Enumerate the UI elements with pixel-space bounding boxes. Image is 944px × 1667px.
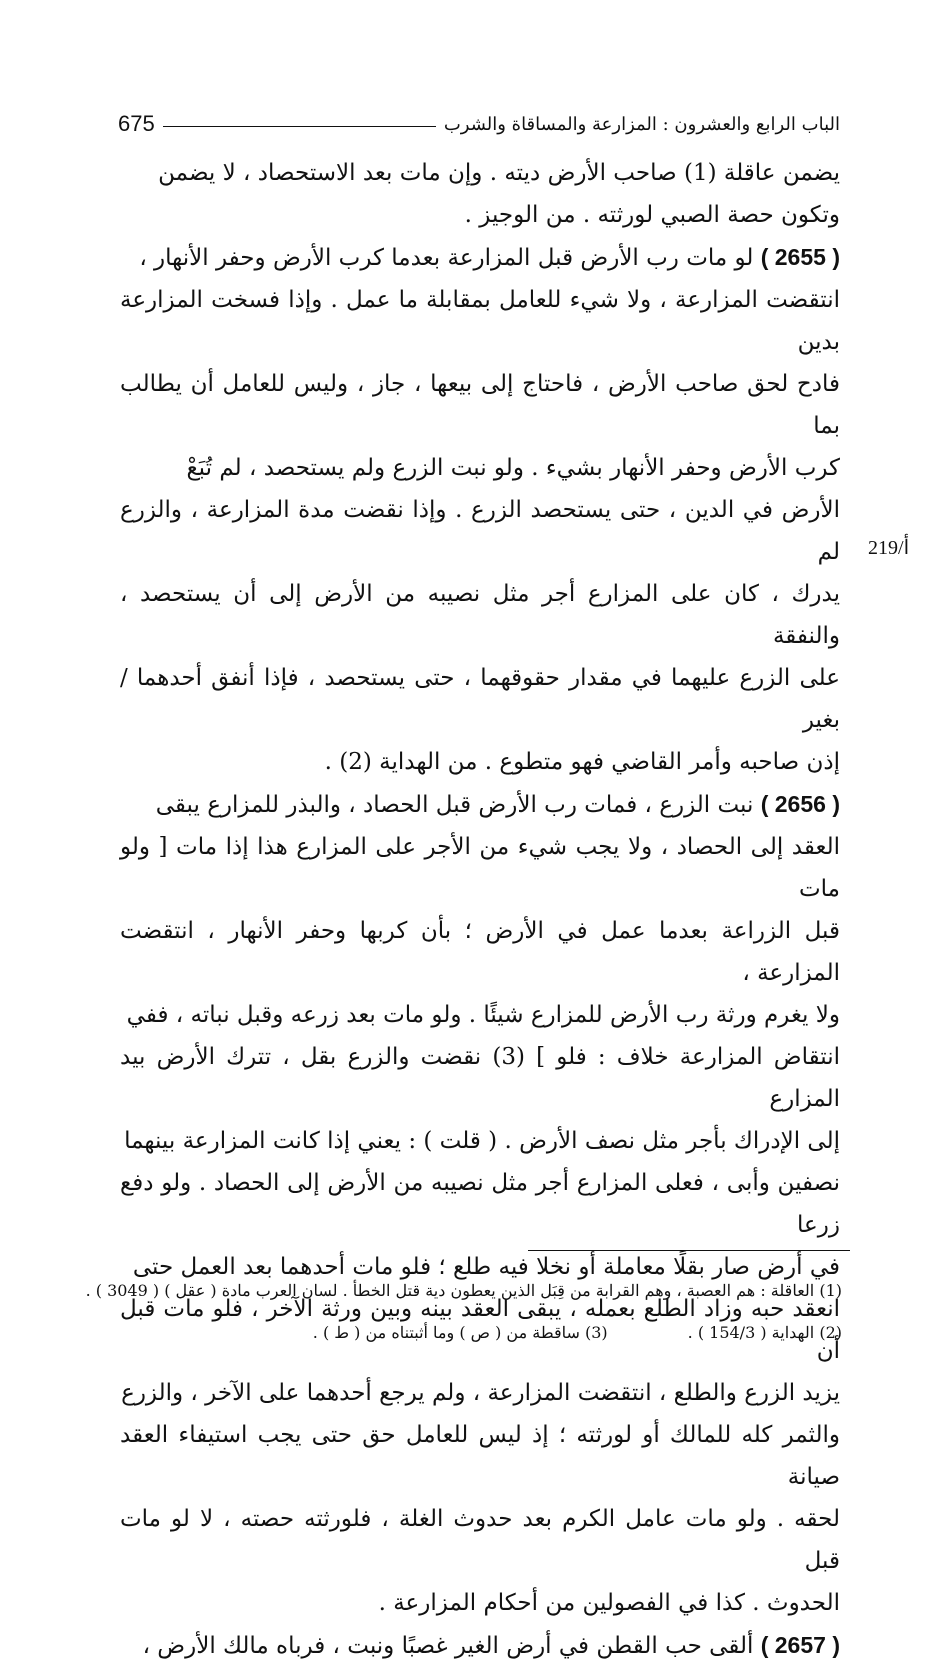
footnote-separator <box>528 1250 850 1251</box>
footnote-3: (3) ساقطة من ( ص ) وما أثبتناه من ( ط ) . <box>312 1323 608 1342</box>
footnote-2: (2) الهداية ( 154/3 ) . <box>687 1323 842 1342</box>
paragraph-text: يضمن عاقلة (1) صاحب الأرض ديته . وإن مات بعد الاستحصاد ، لا يضمن وتكون حصة الصبي لورثته . من الوجيز . <box>158 160 840 228</box>
entry-number: ( 2657 ) <box>760 1632 840 1658</box>
running-head: الباب الرابع والعشرون : المزارعة والمساقاة والشرب <box>443 113 840 135</box>
paragraph-text: لو مات رب الأرض قبل المزارعة بعدما كرب الأرض وحفر الأنهار ، انتقضت المزارعة ، ولا شيء للعامل بمقابلة ما عمل . وإذا فسخت المزارعة بدين فادح لحق صاحب الأرض ، فاحتاج إلى بيعها ، جاز ، وليس للعامل أن يطالب بما كرب الأرض وحفر الأنهار بشيء . ولو نبت الزرع ولم يستحصد ، لم تُبَعْ الأرض في الدين ، حتى يستحصد الزرع . وإذا نقضت مدة المزارعة ، والزرع لم يدرك ، كان على المزارع أجر مثل نصيبه من الأرض إلى أن يستحصد ، والنفقة على الزرع عليهما في مقدار حقوقهما ، حتى يستحصد ، فإذا أنفق أحدهما / بغير إذن صاحبه وأمر القاضي فهو متطوع . من الهداية (2) . <box>120 245 840 775</box>
footnote-1: (1) العاقلة : هم العصبة ، وهم القرابة من قِبَل الذين يعطون دية قتل الخطأ . لسان العرب مادة ( عقل ) ( 3049 ) . <box>85 1281 842 1300</box>
paragraph-2655 <box>120 236 840 783</box>
paragraph-text: نبت الزرع ، فمات رب الأرض قبل الحصاد ، والبذر للمزارع يبقى العقد إلى الحصاد ، ولا يجب شيء من الأجر على المزارع هذا إذا مات [ ولو مات قبل الزراعة بعدما عمل في الأرض ؛ بأن كربها وحفر الأنهار ، انتقضت المزارعة ، ولا يغرم ورثة رب الأرض للمزارع شيئًا . ولو مات بعد زرعه وقبل نباته ، ففي انتقاض المزارعة خلاف : فلو ] (3) نقضت والزرع بقل ، تترك الأرض بيد المزارع إلى الإدراك بأجر مثل نصف الأرض . ( قلت ) : يعني إذا كانت المزارعة بينهما نصفين وأبى ، فعلى المزارع أجر مثل نصيبه من الأرض إلى الحصاد . ولو دفع زرعا في أرض صار بقلًا معاملة أو نخلا فيه طلع ؛ فلو مات أحدهما بعد العمل حتى انعقد حبه وزاد الطلع بعمله ، يبقى العقد بينه وبين ورثة الآخر ، فلو مات قبل أن يزيد الزرع والطلع ، انتقضت المزارعة ، ولم يرجع أحدهما على الآخر ، والزرع والثمر كله للمالك أو لورثته ؛ إذ ليس للعامل حق حتى يجب استيفاء العقد صيانة لحقه . ولو مات عامل الكرم بعد حدوث الغلة ، فلورثته حصته ، لا لو مات قبل الحدوث . كذا في الفصولين من أحكام المزارعة . <box>120 792 840 1616</box>
paragraph-2656 <box>85 783 842 1624</box>
manuscript-folio-marker: 219/أ <box>868 537 910 559</box>
footnote-row <box>120 1312 842 1354</box>
paragraph-continuation <box>120 152 840 236</box>
page-number: 675 <box>118 111 155 136</box>
paragraph-text: ألقى حب القطن في أرض الغير غصبًا ونبت ، فرباه مالك الأرض ، <box>142 1633 761 1659</box>
page-header <box>118 104 840 144</box>
paragraph-2657 <box>120 1624 840 1667</box>
footnotes <box>85 1270 842 1354</box>
main-text <box>85 152 842 1667</box>
entry-number: ( 2655 ) <box>760 244 840 270</box>
entry-number: ( 2656 ) <box>760 791 840 817</box>
header-rule <box>163 126 436 127</box>
